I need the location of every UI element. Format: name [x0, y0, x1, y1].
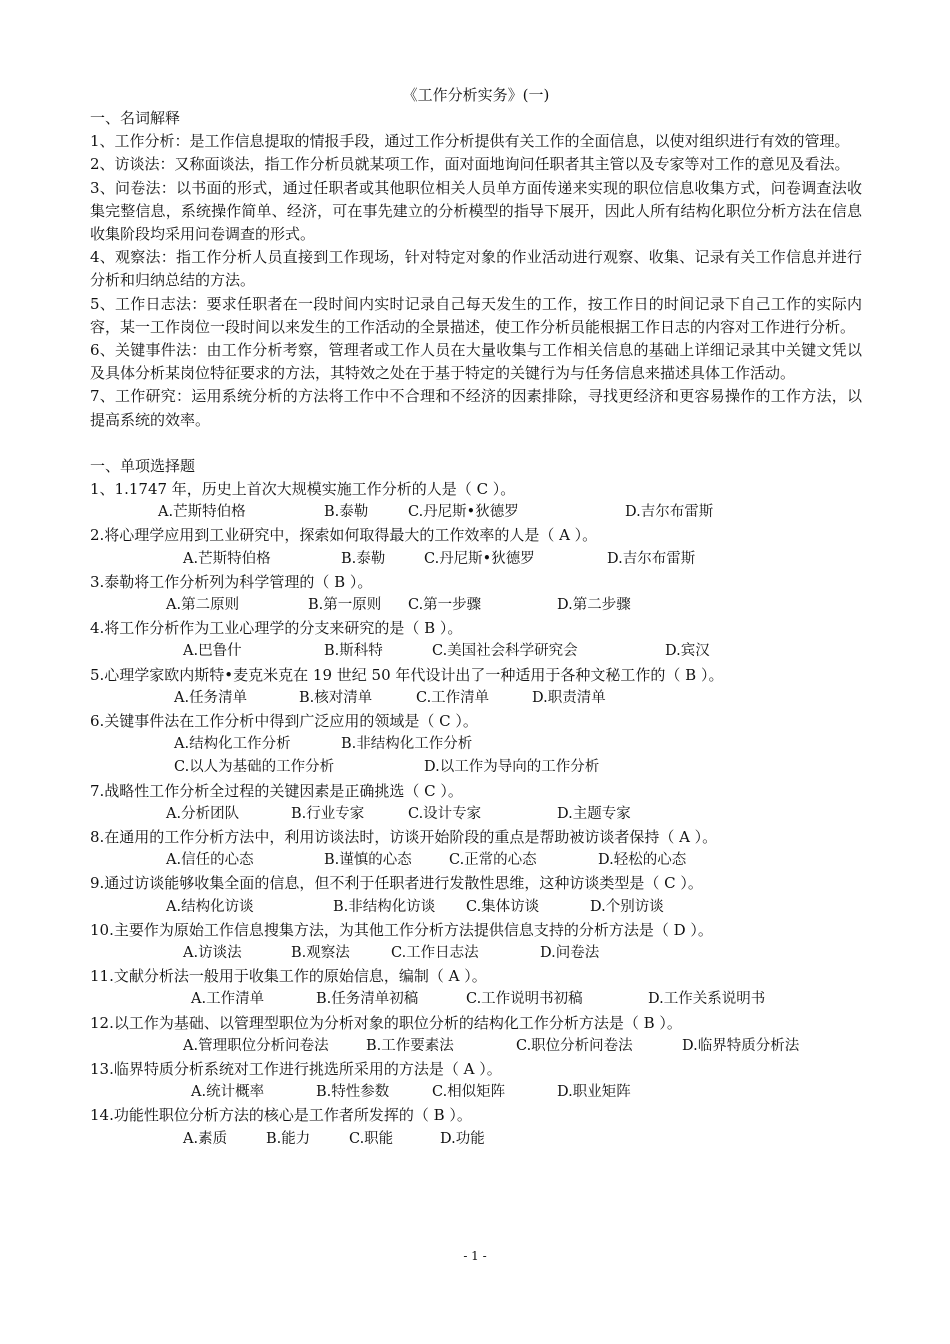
- option-c: C.丹尼斯•狄德罗: [424, 550, 535, 567]
- option-b: B.特性参数: [316, 1084, 390, 1101]
- option-c: C.工作日志法: [391, 944, 479, 961]
- question-text: 4.将工作分析作为工业心理学的分支来研究的是（ B ）。: [90, 619, 463, 638]
- page-number: - 1 -: [463, 1249, 487, 1263]
- question-text: 1、1.1747 年，历史上首次大规模实施工作分析的人是（ C ）。: [90, 480, 516, 499]
- option-b: B.行业专家: [291, 805, 365, 822]
- option-c: C.职位分析问卷法: [516, 1037, 633, 1054]
- option-d: D.以工作为导向的工作分析: [424, 759, 600, 776]
- option-c: C.正常的心态: [449, 852, 537, 869]
- option-d: D.吉尔布雷斯: [625, 504, 714, 521]
- question-options: [90, 803, 862, 826]
- option-a: A.第二原则: [166, 597, 240, 614]
- option-c: C.工作说明书初稿: [466, 991, 583, 1008]
- option-b: B.核对清单: [299, 689, 373, 706]
- question-options: [90, 1035, 862, 1058]
- option-a: A.芒斯特伯格: [183, 550, 271, 567]
- definition-paragraph: 3、问卷法：以书面的形式，通过任职者或其他职位相关人员单方面传递来实现的职位信息收集方式，问卷调查法收集完整信息，系统操作简单、经济，可在事先建立的分析模型的指导下展开，因此人所有结构化职位分析方法在信息收集阶段均采用问卷调查的形式。: [90, 178, 862, 244]
- option-b: B.谨慎的心态: [324, 852, 412, 869]
- option-d: D.吉尔布雷斯: [607, 550, 696, 567]
- option-d: D.工作关系说明书: [648, 991, 766, 1008]
- definition-paragraph: 5、工作日志法：要求任职者在一段时间内实时记录自己每天发生的工作，按工作日的时间记录下自己工作的实际内容，某一工作岗位一段时间以来发生的工作活动的全景描述，使工作分析员能根据工作日志的内容对工作进行分析。: [90, 294, 862, 336]
- option-a: A.信任的心态: [166, 852, 254, 869]
- option-d: D.职责清单: [532, 689, 606, 706]
- option-a: A.分析团队: [166, 805, 240, 822]
- option-c: C.丹尼斯•狄德罗: [408, 504, 519, 521]
- question-options: [90, 942, 862, 965]
- question-options: [90, 756, 862, 779]
- option-b: B.非结构化工作分析: [341, 736, 473, 753]
- question-options: [90, 849, 862, 872]
- question-text: 8.在通用的工作分析方法中，利用访谈法时，访谈开始阶段的重点是帮助被访谈者保持（ A ）。: [90, 827, 718, 846]
- option-a: A.结构化访谈: [166, 898, 254, 915]
- option-b: B.能力: [266, 1130, 311, 1147]
- option-d: D.轻松的心态: [598, 852, 687, 869]
- question-options: [90, 896, 862, 919]
- option-b: B.斯科特: [324, 643, 383, 660]
- definition-paragraph: 2、访谈法：又称面谈法，指工作分析员就某项工作，面对面地询问任职者其主管以及专家等对工作的意见及看法。: [90, 155, 850, 174]
- document-title: 《工作分析实务》(一): [402, 86, 550, 104]
- option-b: B.泰勒: [341, 550, 386, 567]
- option-b: B.观察法: [291, 944, 350, 961]
- question-options: [90, 733, 862, 756]
- question-options: [90, 640, 862, 663]
- option-b: B.泰勒: [324, 504, 369, 521]
- option-c: C.以人为基础的工作分析: [174, 759, 335, 776]
- question-options: [90, 1081, 862, 1104]
- option-d: D.宾汉: [665, 643, 710, 660]
- option-c: C.第一步骤: [408, 597, 482, 614]
- option-b: B.工作要素法: [366, 1037, 454, 1054]
- definition-paragraph: 4、观察法：指工作分析人员直接到工作现场，针对特定对象的作业活动进行观察、收集、记录有关工作信息并进行分析和归纳总结的方法。: [90, 248, 862, 290]
- question-options: [90, 1128, 862, 1151]
- option-d: D.功能: [440, 1130, 485, 1147]
- option-c: C.集体访谈: [466, 898, 540, 915]
- question-text: 3.泰勒将工作分析列为科学管理的（ B ）。: [90, 572, 373, 591]
- option-b: B.非结构化访谈: [333, 898, 436, 915]
- option-a: A.素质: [183, 1130, 228, 1147]
- option-d: D.问卷法: [540, 944, 600, 961]
- section-heading-choice: 一、单项选择题: [90, 456, 196, 475]
- question-text: 9.通过访谈能够收集全面的信息，但不利于任职者进行发散性思维，这种访谈类型是（ C ）。: [90, 874, 703, 893]
- option-c: C.工作清单: [416, 689, 490, 706]
- option-a: A.任务清单: [174, 689, 248, 706]
- option-a: A.管理职位分析问卷法: [183, 1037, 329, 1054]
- option-d: D.职业矩阵: [557, 1084, 631, 1101]
- definition-paragraph: 7、工作研究：运用系统分析的方法将工作中不合理和不经济的因素排除，寻找更经济和更容易操作的工作方法，以提高系统的效率。: [90, 387, 862, 429]
- question-options: [90, 594, 862, 617]
- question-text: 11.文献分析法一般用于收集工作的原始信息，编制（ A ）。: [90, 967, 487, 986]
- question-text: 6.关键事件法在工作分析中得到广泛应用的领域是（ C ）。: [90, 712, 478, 730]
- question-text: 14.功能性职位分析方法的核心是工作者所发挥的（ B ）。: [90, 1106, 472, 1125]
- option-a: A.巴鲁什: [183, 643, 242, 660]
- option-c: C.美国社会科学研究会: [432, 643, 578, 660]
- question-text: 2.将心理学应用到工业研究中，探索如何取得最大的工作效率的人是（ A ）。: [90, 526, 598, 545]
- question-options: [90, 548, 862, 571]
- option-c: C.设计专家: [408, 805, 482, 822]
- option-a: A.结构化工作分析: [174, 736, 291, 753]
- option-d: D.个别访谈: [590, 898, 664, 915]
- section-heading-definitions: 一、名词解释: [90, 109, 181, 127]
- definition-paragraph: 6、关键事件法：由工作分析考察，管理者或工作人员在大量收集与工作相关信息的基础上详细记录其中关键文凭以及具体分析某岗位特征要求的方法，其特效之处在于基于特定的关键行为与任务信息来描述具体工作活动。: [90, 341, 862, 383]
- option-b: B.第一原则: [308, 597, 382, 614]
- option-a: A.访谈法: [183, 944, 242, 961]
- option-d: D.第二步骤: [557, 597, 631, 614]
- question-text: 13.临界特质分析系统对工作进行挑选所采用的方法是（ A ）。: [90, 1059, 502, 1078]
- option-d: D.主题专家: [557, 805, 631, 822]
- question-options: [90, 501, 862, 524]
- definition-paragraph: 1、工作分析：是工作信息提取的情报手段，通过工作分析提供有关工作的全面信息，以使对组织进行有效的管理。: [90, 132, 850, 151]
- document-page: [90, 84, 862, 1151]
- question-text: 10.主要作为原始工作信息搜集方法，为其他工作分析方法提供信息支持的分析方法是（ D ）。: [90, 920, 713, 939]
- question-text: 7.战略性工作分析全过程的关键因素是正确挑选（ C ）。: [90, 781, 463, 800]
- option-a: A.芒斯特伯格: [158, 504, 246, 521]
- option-a: A.工作清单: [191, 991, 265, 1008]
- option-c: C.相似矩阵: [432, 1084, 506, 1101]
- question-options: [90, 687, 862, 710]
- option-a: A.统计概率: [191, 1084, 265, 1101]
- option-d: D.临界特质分析法: [682, 1037, 800, 1054]
- option-c: C.职能: [349, 1130, 394, 1147]
- blank-line: [90, 432, 862, 455]
- option-b: B.任务清单初稿: [316, 991, 419, 1008]
- question-options: [90, 988, 862, 1011]
- question-text: 12.以工作为基础、以管理型职位为分析对象的职位分析的结构化工作分析方法是（ B ）。: [90, 1013, 682, 1032]
- question-text: 5.心理学家欧内斯特•麦克米克在 19 世纪 50 年代设计出了一种适用于各种文秘工作的（ B ）。: [90, 665, 724, 684]
